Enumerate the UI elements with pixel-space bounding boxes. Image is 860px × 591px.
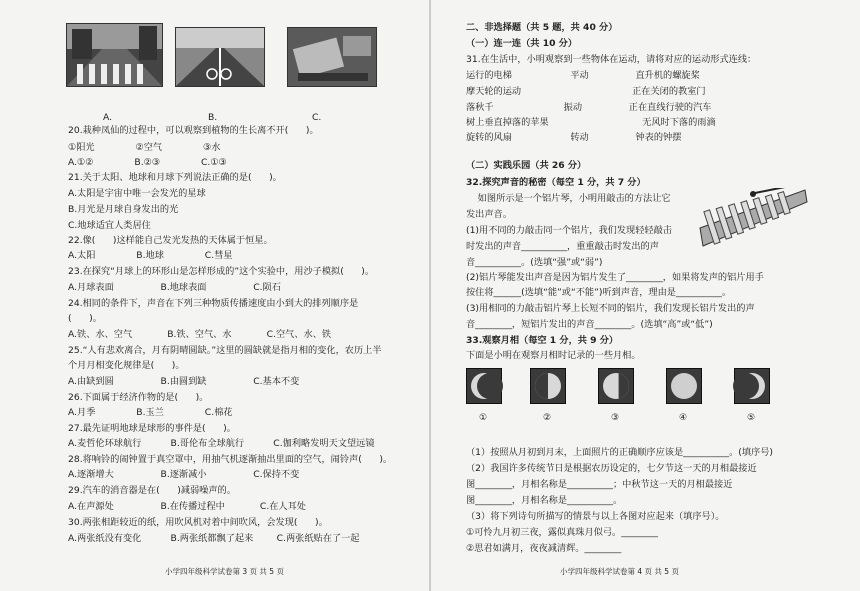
q23: 23.在探究“月球上的环形山是怎样形成的”这个实验中，用沙子模拟( )。 bbox=[68, 266, 375, 277]
q33-2-end: 图________，月相名称是__________。 bbox=[466, 495, 623, 506]
q31-row5: 旋转的风扇 转动 钟表的钟摆 bbox=[466, 132, 682, 143]
q20-choices: A.①② B.②③ C.①③ bbox=[68, 157, 227, 168]
bike-lane-drawing bbox=[176, 28, 264, 86]
q26-choices: A.月季 B.玉兰 C.棉花 bbox=[68, 407, 233, 418]
q28-choices: A.逐渐增大 B.逐渐减小 C.保持不变 bbox=[68, 469, 300, 480]
q33-2: （2）我国许多传统节日是根据农历设定的，七夕节这一天的月相最接近 bbox=[466, 463, 757, 474]
q31-row1: 运行的电梯 平动 直升机的螺旋桨 bbox=[466, 70, 700, 81]
q27: 27.最先证明地球是球形的事件是( )。 bbox=[68, 423, 236, 434]
photo-label-c: C. bbox=[312, 112, 322, 123]
moon-photo-1 bbox=[466, 368, 502, 404]
q32-3-cont: 音________，短铝片发出的声音________。(选填“高”或“低”) bbox=[466, 319, 713, 330]
photo-label-b: B. bbox=[208, 112, 218, 123]
moon-label-5: ⑤ bbox=[747, 413, 756, 423]
photo-label-a: A. bbox=[103, 112, 113, 123]
q23-choices: A.月球表面 B.地球表面 C.陨石 bbox=[68, 282, 281, 293]
q33-3-poem1: ①可怜九月初三夜，露似真珠月似弓。________ bbox=[466, 527, 658, 538]
q21-b: B.月光是月球自身发出的光 bbox=[68, 204, 179, 215]
subsection-2-title: （二）实践乐园（共 26 分） bbox=[466, 160, 587, 171]
photo-c-traffic bbox=[287, 27, 377, 87]
left-footer: 小学四年级科学试卷第 3 页 共 5 页 bbox=[165, 567, 284, 576]
q24-cont: ( )。 bbox=[68, 313, 102, 324]
moon-photo-2 bbox=[530, 368, 566, 404]
q31-row3: 落秋千 振动 正在直线行驶的汽车 bbox=[466, 102, 712, 113]
q20-options: ①阳光 ②空气 ③水 bbox=[68, 142, 221, 153]
q32-2: (2)铝片琴能发出声音是因为铝片发生了________，如果将发声的铝片用手 bbox=[466, 272, 764, 283]
q27-choices: A.麦哲伦环球航行 B.哥伦布全球航行 C.伽利略发明天文望远镜 bbox=[68, 438, 375, 449]
q32-2-cont: 按住将______(选填“能”或“不能”)听到声音，理由是__________。 bbox=[466, 287, 732, 298]
photo-a-crosswalk bbox=[66, 23, 163, 87]
q33-3-poem2: ②思君如满月，夜夜减清辉。________ bbox=[466, 543, 622, 554]
q21-a: A.太阳是宇宙中唯一会发光的星球 bbox=[68, 188, 206, 199]
q25-cont: 个月月相变化规律是( )。 bbox=[68, 360, 185, 371]
q25: 25.“人有悲欢离合，月有阴晴圆缺。”这里的圆缺就是指月相的变化，农历上半 bbox=[68, 345, 382, 356]
moon-photo-3 bbox=[598, 368, 634, 404]
q33-2-cont: 图________，月相名称是__________；中秋节这一天的月相最接近 bbox=[466, 479, 733, 490]
q32-intro: 如图所示是一个铝片琴，小明用敲击的方法让它 bbox=[466, 193, 671, 204]
traffic-drawing bbox=[288, 28, 376, 86]
q24: 24.相同的条件下，声音在下列三种物质传播速度由小到大的排列顺序是 bbox=[68, 298, 359, 309]
q21-c: C.地球适宜人类居住 bbox=[68, 220, 151, 231]
q32: 32.探究声音的秘密（每空 1 分，共 7 分） bbox=[466, 177, 646, 188]
q32-1-end: 音__________。(选填“强”或“弱”) bbox=[466, 257, 603, 268]
moon-label-4: ④ bbox=[679, 413, 688, 423]
photo-b-bike-lane bbox=[175, 27, 265, 87]
q28: 28.将响铃的闹钟置于真空罩中，用抽气机逐渐抽出里面的空气，闹铃声( )。 bbox=[68, 454, 393, 465]
q30: 30.两张相距较近的纸，用吹风机对着中间吹风，会发现( )。 bbox=[68, 517, 328, 528]
q22: 22.像( )这样能自己发光发热的天体属于恒星。 bbox=[68, 235, 273, 246]
q33: 33.观察月相（每空 1 分，共 9 分） bbox=[466, 335, 619, 346]
q20: 20.栽种凤仙的过程中，可以观察到植物的生长离不开( )。 bbox=[68, 125, 319, 136]
moon-label-2: ② bbox=[543, 413, 552, 423]
q29-choices: A.在声源处 B.在传播过程中 C.在人耳处 bbox=[68, 501, 306, 512]
subsection-1-title: （一）连一连（共 10 分） bbox=[466, 38, 578, 49]
q24-choices: A.铁、水、空气 B.铁、空气、水 C.空气、水、铁 bbox=[68, 329, 332, 340]
q32-1-cont: 时发出的声音__________，重重敲击时发出的声 bbox=[466, 241, 659, 252]
q29: 29.汽车的消音器是在( )减弱噪声的。 bbox=[68, 485, 236, 496]
moon-label-3: ③ bbox=[611, 413, 620, 423]
q31: 31.在生活中，小明观察到一些物体在运动，请将对应的运动形式连线： bbox=[466, 54, 757, 65]
q33-intro: 下面是小明在观察月相时记录的一些月相。 bbox=[466, 350, 641, 361]
q21: 21.关于太阳、地球和月球下列说法正确的是( )。 bbox=[68, 172, 282, 183]
q31-row4: 树上垂直掉落的苹果 无风时下落的雨滴 bbox=[466, 117, 716, 128]
xylophone-illustration bbox=[695, 188, 810, 258]
right-footer: 小学四年级科学试卷第 4 页 共 5 页 bbox=[560, 567, 679, 576]
q26: 26.下面属于经济作物的是( )。 bbox=[68, 392, 209, 403]
right-page bbox=[430, 0, 860, 591]
q31-row2: 摩天轮的运动 正在关闭的教室门 bbox=[466, 86, 706, 97]
q22-choices: A.太阳 B.地球 C.彗星 bbox=[68, 250, 233, 261]
moon-photo-5 bbox=[734, 368, 770, 404]
q33-1: （1）按照从月初到月末，上面照片的正确顺序应该是__________。(填序号) bbox=[466, 447, 774, 458]
q25-choices: A.由缺到圆 B.由圆到缺 C.基本不变 bbox=[68, 376, 300, 387]
moon-label-1: ① bbox=[479, 413, 488, 423]
q32-intro-cont: 发出声音。 bbox=[466, 209, 512, 220]
crosswalk-drawing bbox=[67, 24, 162, 86]
section-2-title: 二、非选择题（共 5 题，共 40 分） bbox=[466, 22, 618, 33]
q32-1: (1)用不同的力敲击同一个铝片，我们发现轻轻敲击 bbox=[466, 225, 672, 236]
moon-photo-4 bbox=[666, 368, 702, 404]
q30-choices: A.两张纸没有变化 B.两张纸都飘了起来 C.两张纸贴在了一起 bbox=[68, 533, 360, 544]
q32-3: (3)用相同的力敲击铝片琴上长短不同的铝片，我们发现长铝片发出的声 bbox=[466, 303, 755, 314]
q33-3: （3）将下列诗句所描写的情景与以上各图对应起来（填序号）。 bbox=[466, 511, 725, 522]
